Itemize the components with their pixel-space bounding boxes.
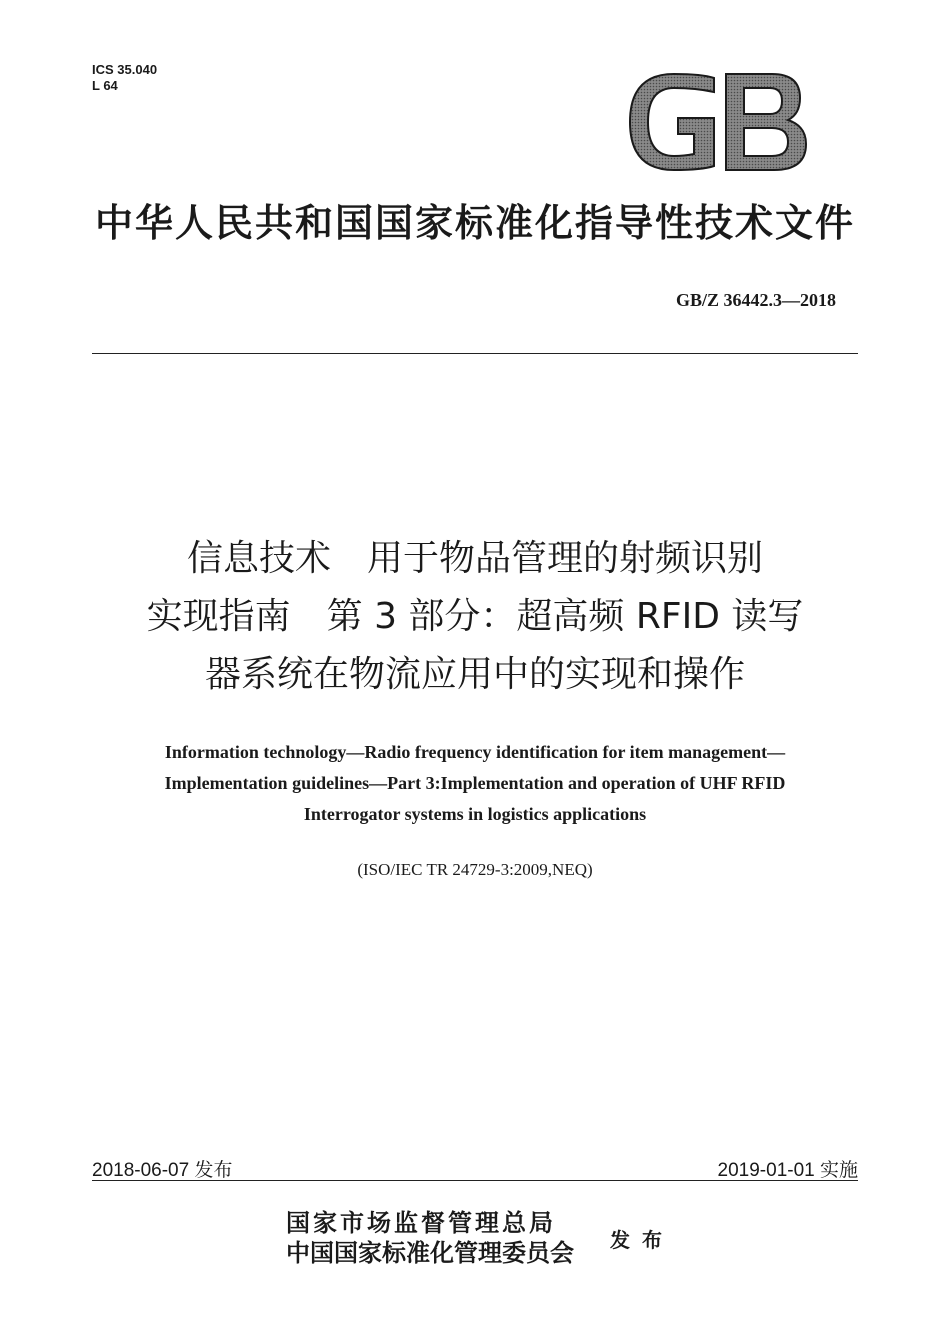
adoption-reference: (ISO/IEC TR 24729-3:2009,NEQ) [357, 860, 593, 879]
chinese-title [0, 530, 950, 704]
chinese-title-line: 器系统在物流应用中的实现和操作 [204, 654, 745, 695]
document-type-heading: 中华人民共和国国家标准化指导性技术文件 [94, 201, 855, 245]
standard-number: GB/Z 36442.3—2018 [675, 290, 836, 310]
chinese-title-line: 实现指南 第 3 部分：超高频 RFID 读写 [146, 596, 804, 637]
chinese-title-line: 信息技术 用于物品管理的射频识别 [186, 538, 763, 579]
english-title-line: Implementation guidelines—Part 3:Implementation and operation of UHF RFID [164, 773, 786, 793]
publish-label: 发布 [610, 1228, 674, 1252]
logo-letter-g [630, 74, 714, 170]
issue-date: 2018-06-07 发布 [92, 1160, 233, 1181]
effective-date: 2019-01-01 实施 [717, 1160, 858, 1181]
header-divider [92, 353, 858, 354]
issuer-org-1: 国家市场监督管理总局 [286, 1209, 556, 1237]
english-title [0, 737, 950, 830]
issuing-organizations [286, 1208, 574, 1268]
issuer-org-2: 中国国家标准化管理委员会 [286, 1239, 574, 1267]
logo-letter-b [726, 74, 806, 170]
ics-code: ICS 35.040 [92, 62, 158, 77]
classification-codes [92, 62, 157, 94]
category-code: L 64 [92, 78, 118, 93]
english-title-line: Interrogator systems in logistics applications [303, 804, 647, 824]
english-title-line: Information technology—Radio frequency identification for item management— [164, 742, 786, 762]
gb-standard-logo-icon [622, 70, 812, 174]
footer-divider [92, 1180, 858, 1181]
